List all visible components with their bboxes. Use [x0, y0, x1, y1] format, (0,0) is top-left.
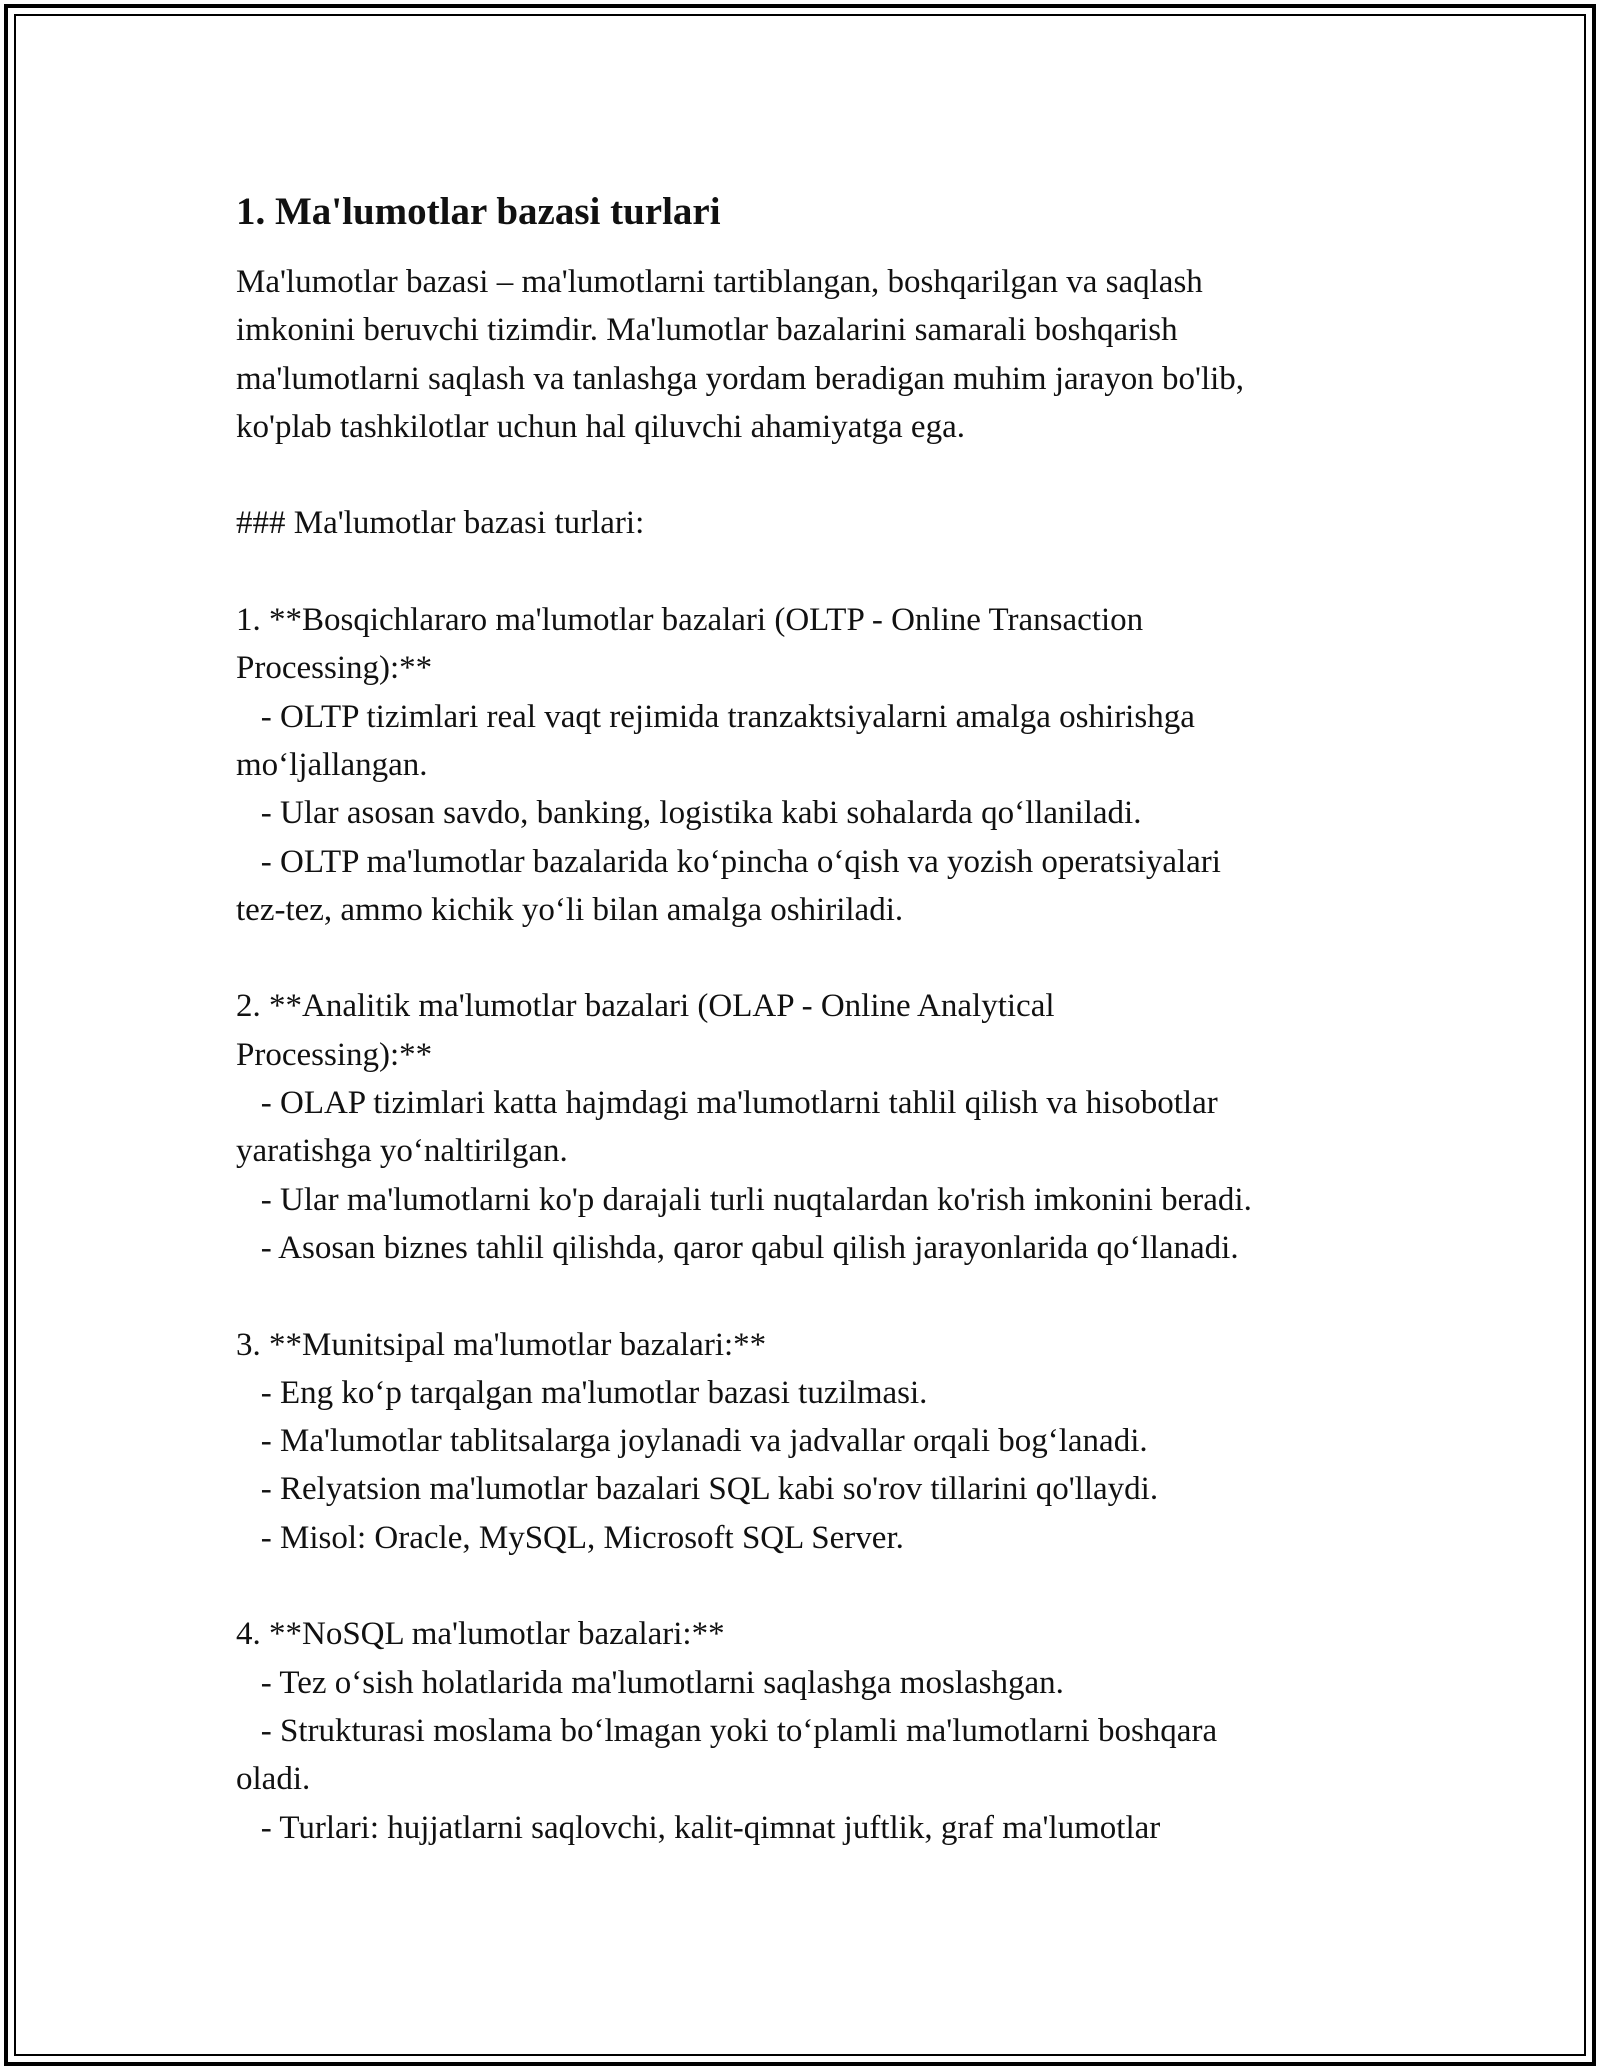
text-line: - Relyatsion ma'lumotlar bazalari SQL kabi so'rov tillarini qo'llaydi. [236, 1471, 1159, 1508]
text-line: imkonini beruvchi tizimdir. Ma'lumotlar bazalarini samarali boshqarish [236, 312, 1178, 349]
blank-line [236, 548, 1386, 596]
text-line: - Ular asosan savdo, banking, logistika kabi sohalarda qo‘llaniladi. [236, 795, 1142, 832]
text-line: - Ular ma'lumotlarni ko'p darajali turli nuqtalardan ko'rish imkonini beradi. [236, 1181, 1252, 1218]
text-line: 4. **NoSQL ma'lumotlar bazalari:** [236, 1616, 725, 1653]
document-content [236, 186, 1386, 1852]
text-line: ma'lumotlarni saqlash va tanlashga yordam beradigan muhim jarayon bo'lib, [236, 360, 1245, 397]
document-title: 1. Ma'lumotlar bazasi turlari [236, 190, 721, 233]
text-line: mo‘ljallangan. [236, 746, 428, 783]
text-line: oladi. [236, 1761, 311, 1798]
text-line: - Strukturasi moslama bo‘lmagan yoki to‘plamli ma'lumotlarni boshqara [236, 1712, 1218, 1749]
text-line: - Eng ko‘p tarqalgan ma'lumotlar bazasi tuzilmasi. [236, 1374, 928, 1411]
text-line: - OLAP tizimlari katta hajmdagi ma'lumotlarni tahlil qilish va hisobotlar [236, 1085, 1218, 1122]
text-line: - Tez o‘sish holatlarida ma'lumotlarni saqlashga moslashgan. [236, 1664, 1064, 1701]
text-line: 2. **Analitik ma'lumotlar bazalari (OLAP - Online Analytical [236, 988, 1055, 1025]
text-line: - Misol: Oracle, MySQL, Microsoft SQL Server. [236, 1519, 904, 1556]
text-line: - Turlari: hujjatlarni saqlovchi, kalit-qimnat juftlik, graf ma'lumotlar [236, 1809, 1161, 1846]
text-line: - Asosan biznes tahlil qilishda, qaror qabul qilish jarayonlarida qo‘llanadi. [236, 1229, 1239, 1266]
text-line: - OLTP tizimlari real vaqt rejimida tranzaktsiyalarni amalga oshirishga [236, 698, 1195, 735]
blank-line [236, 1562, 1386, 1610]
text-line: 3. **Munitsipal ma'lumotlar bazalari:** [236, 1326, 767, 1363]
text-line: 1. **Bosqichlararo ma'lumotlar bazalari (OLTP - Online Transaction [236, 602, 1144, 639]
text-line: Processing):** [236, 650, 433, 687]
text-line: ko'plab tashkilotlar uchun hal qiluvchi ahamiyatga ega. [236, 408, 965, 445]
blank-line [236, 934, 1386, 982]
blank-line [236, 1272, 1386, 1320]
text-line: ### Ma'lumotlar bazasi turlari: [236, 505, 645, 542]
text-line: Ma'lumotlar bazasi – ma'lumotlarni tartiblangan, boshqarilgan va saqlash [236, 264, 1203, 300]
text-line: yaratishga yo‘naltirilgan. [236, 1133, 568, 1170]
document-body [236, 258, 1386, 1852]
text-line: Processing):** [236, 1036, 433, 1073]
text-line: - OLTP ma'lumotlar bazalarida ko‘pincha o‘qish va yozish operatsiyalari [236, 843, 1221, 880]
text-line: tez-tez, ammo kichik yo‘li bilan amalga oshiriladi. [236, 891, 904, 928]
blank-line [236, 451, 1386, 499]
text-line: - Ma'lumotlar tablitsalarga joylanadi va jadvallar orqali bog‘lanadi. [236, 1423, 1148, 1460]
